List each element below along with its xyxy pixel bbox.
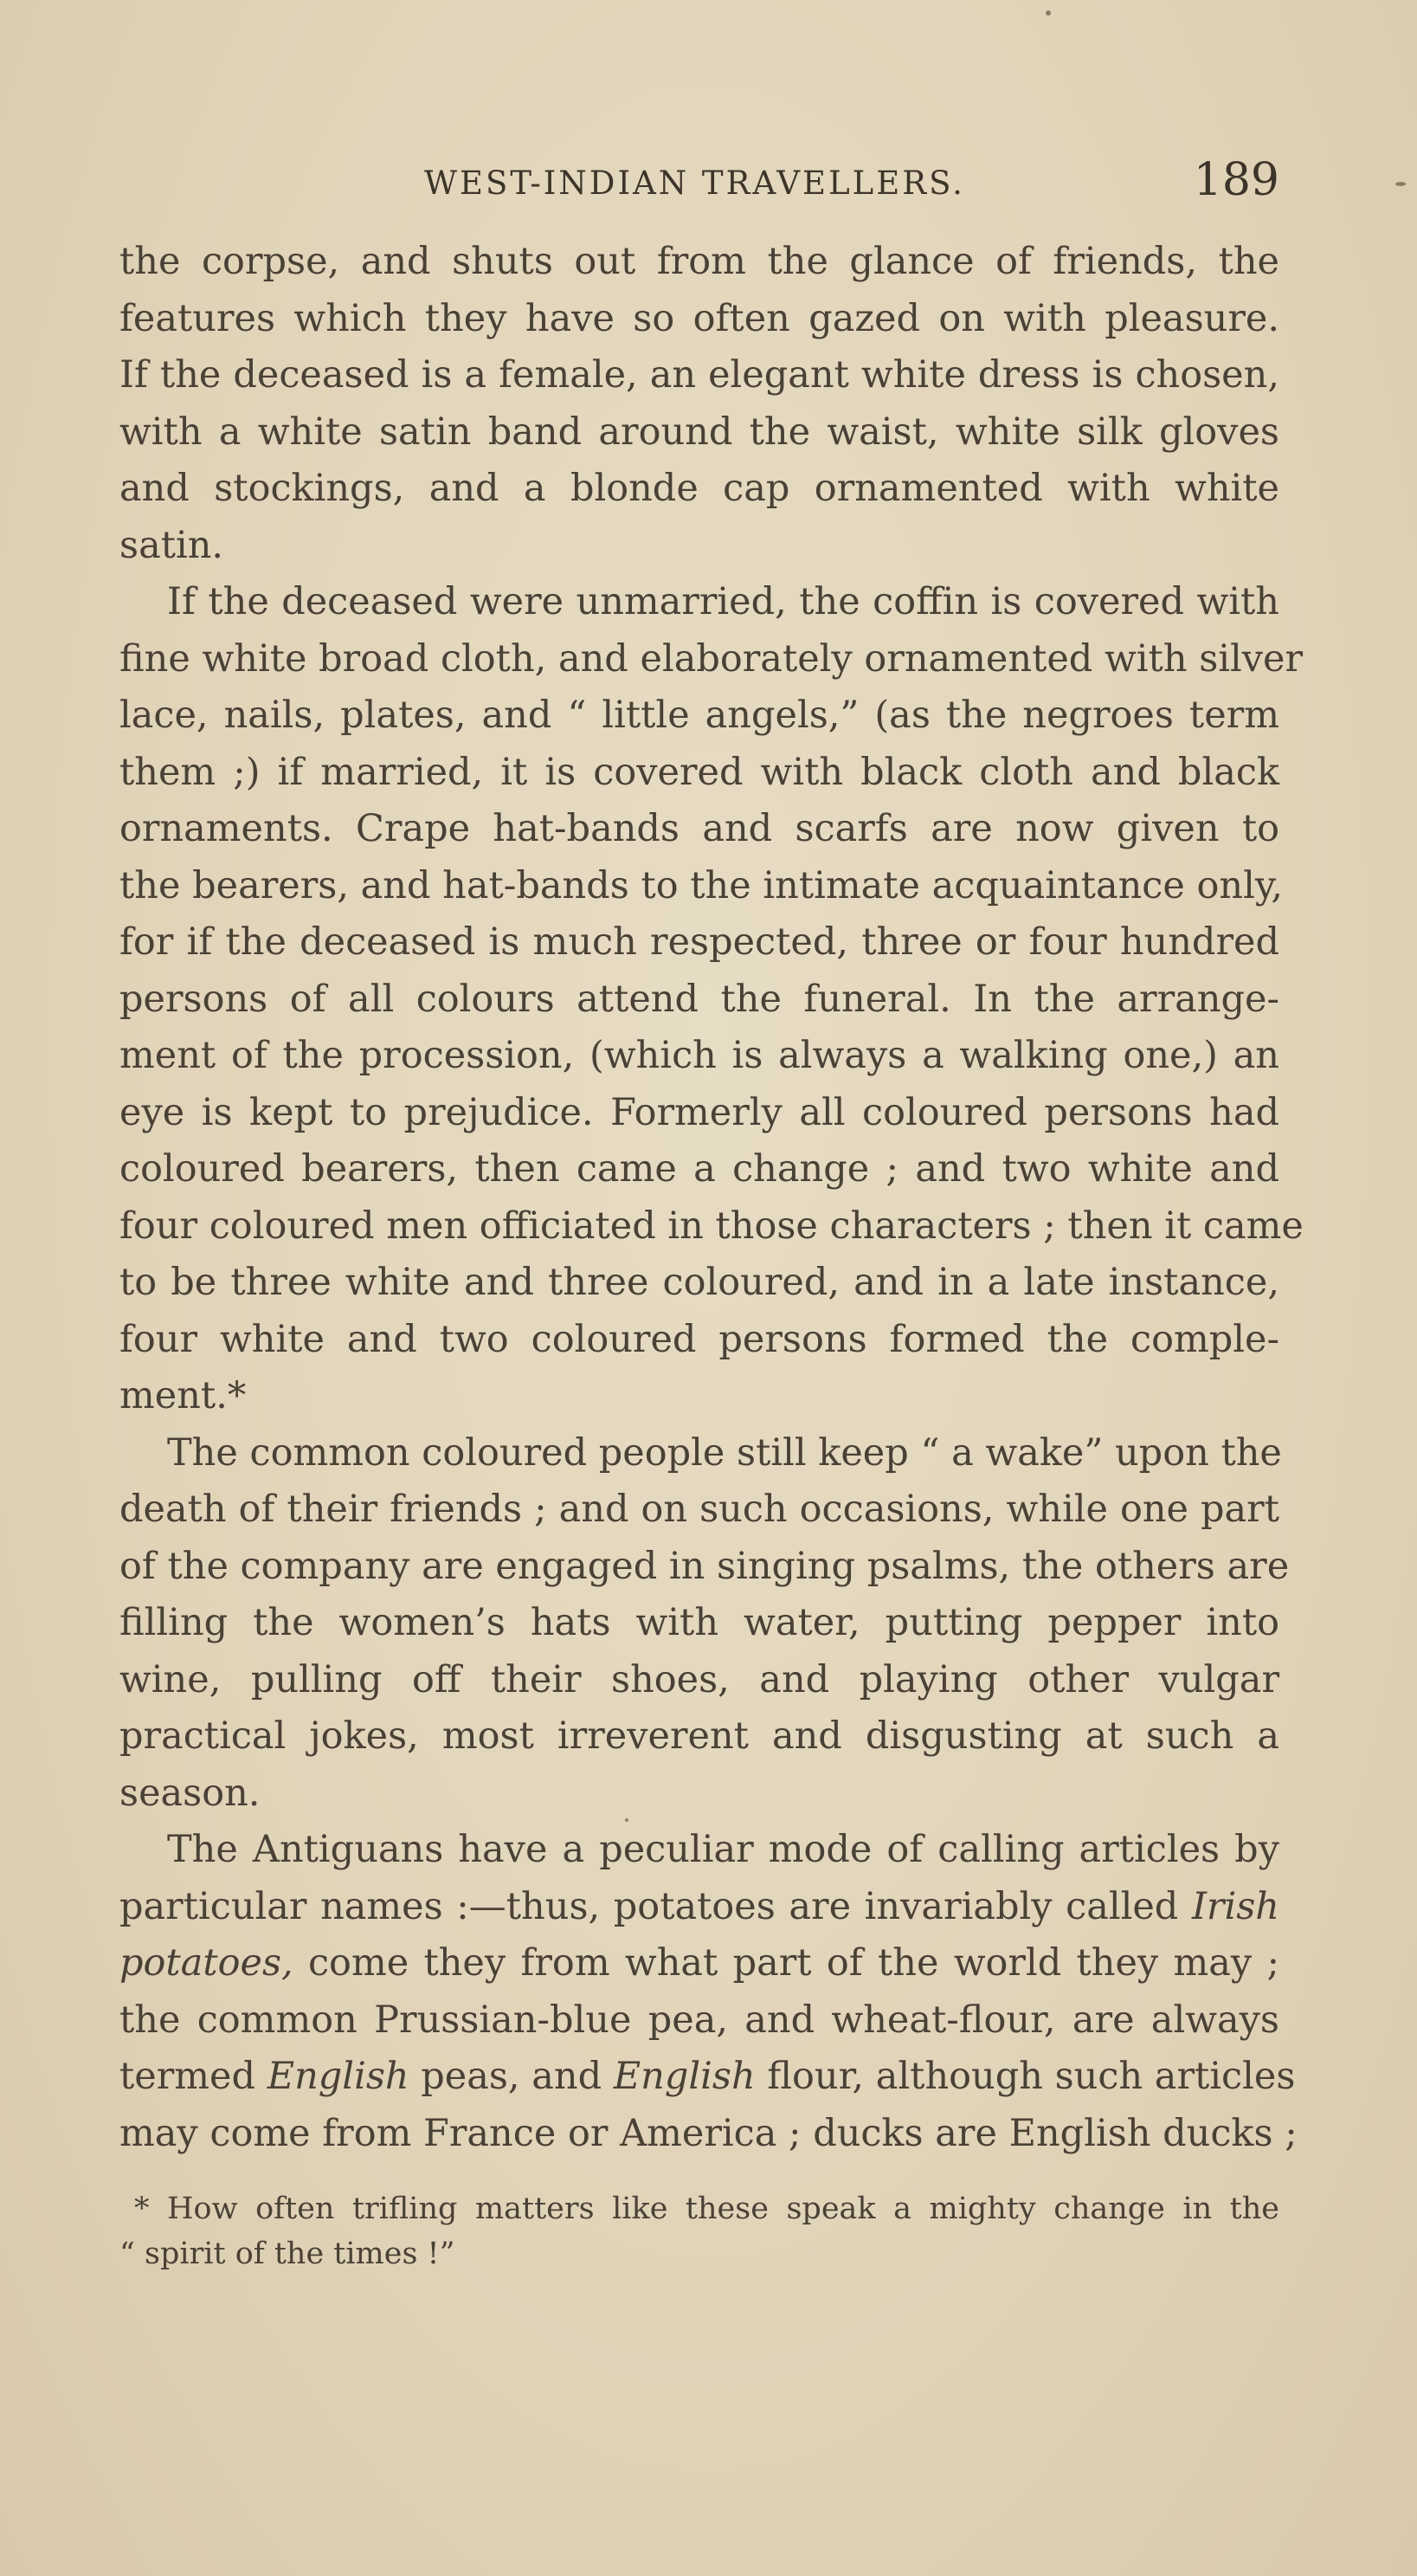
text-line: If the deceased is a female, an elegant white dress is chosen, — [119, 353, 1279, 397]
text-line: of the company are engaged in singing psalms, the others are — [119, 1544, 1290, 1588]
text-segment: flour, although such articles — [755, 2055, 1296, 2098]
footnote-line: * How often trifling matters like these speak a mighty change in the — [134, 2192, 1279, 2226]
paper-speck — [1046, 10, 1051, 16]
text-line: four white and two coloured persons formed the comple- — [119, 1317, 1279, 1361]
text-line: death of their friends ; and on such occasions, while one part — [119, 1488, 1279, 1531]
text-line: with a white satin band around the waist, white silk gloves — [119, 410, 1279, 454]
text-line: ornaments. Crape hat-bands and scarfs are now given to — [119, 807, 1279, 850]
footnote — [119, 2186, 1279, 2276]
text-line: ment of the procession, (which is always a walking one,) an — [119, 1034, 1279, 1077]
text-line: practical jokes, most irreverent and disgusting at such a — [119, 1714, 1279, 1758]
text-line: for if the deceased is much respected, three or four hundred — [119, 920, 1279, 964]
text-line: features which they have so often gazed on with pleasure. — [119, 296, 1279, 340]
text-line: may come from France or America ; ducks are English ducks ; — [119, 2111, 1298, 2155]
paper-speck — [625, 1818, 628, 1822]
text-line: and stockings, and a blonde cap ornamented with white — [119, 467, 1279, 510]
text-line: filling the women’s hats with water, putting pepper into — [119, 1601, 1279, 1644]
text-line: wine, pulling off their shoes, and playing other vulgar — [119, 1657, 1279, 1701]
italic-word: potatoes, — [119, 1941, 293, 1985]
text-line: satin. — [119, 523, 224, 567]
text-line: ment.* — [119, 1374, 247, 1417]
text-line — [119, 1935, 1279, 1992]
paragraph-start-line: The Antiguans have a peculiar mode of calling articles by — [167, 1828, 1279, 1871]
text-line: the bearers, and hat-bands to the intimate acquaintance only, — [119, 863, 1284, 907]
text-line: the corpse, and shuts out from the glance of friends, the — [119, 240, 1279, 283]
running-head: WEST-INDIAN TRAVELLERS. — [424, 165, 965, 202]
text-segment: particular names :—thus, potatoes are invariably called — [119, 1884, 1192, 1928]
text-line: the common Prussian-blue pea, and wheat-flour, are always — [119, 1998, 1279, 2042]
paragraph-start-line: The common coloured people still keep “ a wake” upon the — [167, 1430, 1282, 1475]
text-line: lace, nails, plates, and “ little angels,” (as the negroes term — [119, 694, 1279, 737]
italic-word: Irish — [1191, 1884, 1279, 1928]
text-line: them ;) if married, it is covered with black cloth and black — [119, 750, 1279, 794]
text-line — [119, 2049, 1296, 2106]
italic-word: English — [613, 2055, 756, 2098]
text-segment: termed — [119, 2055, 267, 2098]
text-line: season. — [119, 1771, 261, 1815]
text-line: four coloured men officiated in those characters ; then it came — [119, 1204, 1304, 1248]
body-text — [119, 234, 1304, 2162]
paragraph-start-line: If the deceased were unmarried, the coffin is covered with — [167, 580, 1279, 623]
footnote-line: “ spirit of the times !” — [119, 2237, 455, 2271]
text-line: coloured bearers, then came a change ; and two white and — [119, 1147, 1279, 1191]
text-segment: peas, and — [409, 2055, 614, 2098]
text-line — [119, 1879, 1279, 1936]
paper-speck — [1395, 182, 1406, 186]
text-line: to be three white and three coloured, and in a late instance, — [119, 1261, 1279, 1304]
italic-word: English — [267, 2055, 409, 2098]
text-line: eye is kept to prejudice. Formerly all coloured persons had — [119, 1090, 1279, 1134]
page-number: 189 — [1193, 154, 1279, 206]
page-header — [119, 154, 1279, 215]
text-line: persons of all colours attend the funeral. In the arrange- — [119, 977, 1279, 1021]
text-line: fine white broad cloth, and elaborately ornamented with silver — [119, 636, 1304, 681]
text-segment: come they from what part of the world they may ; — [293, 1941, 1279, 1985]
